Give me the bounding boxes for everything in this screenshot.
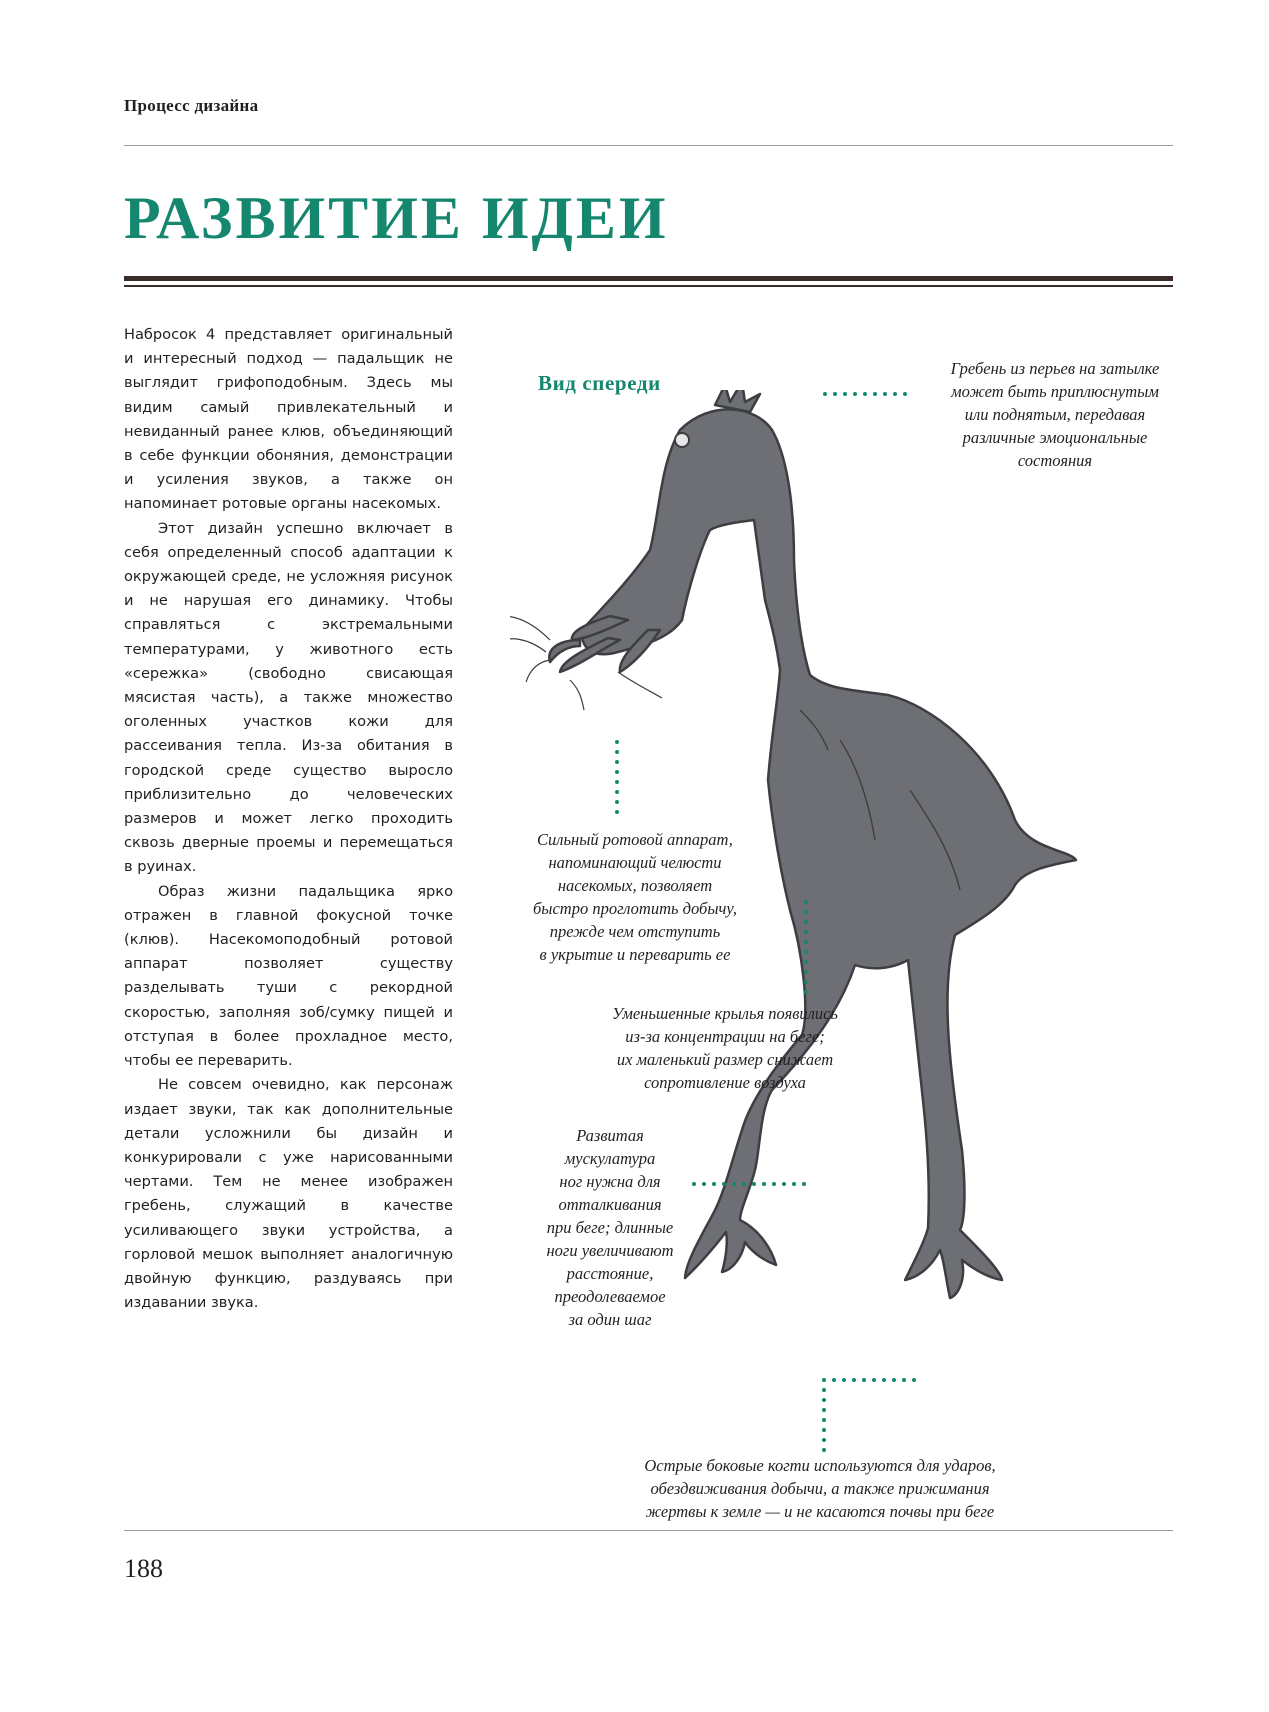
caption-line: может быть приплюснутым [951,382,1159,401]
figure-subhead: Вид спереди [538,371,661,395]
caption-line: жертвы к земле — и не касаются почвы при беге [645,1502,995,1521]
caption-legs [530,1124,690,1331]
caption-line: при беге; длинные [546,1218,674,1237]
caption-mouth [515,828,755,966]
caption-line: в укрытие и переварить ее [539,945,731,964]
caption-line: их маленький размер снижает [616,1050,834,1069]
caption-line: напоминающий челюсти [548,853,722,872]
caption-line: преодолеваемое [554,1287,666,1306]
wings-leader [804,900,808,994]
caption-line: Уменьшенные крылья появились [612,1004,838,1023]
claws-leader [822,1378,916,1452]
caption-line: отталкивания [558,1195,662,1214]
caption-line: из-за концентрации на беге; [625,1027,825,1046]
paragraph: Набросок 4 представляет оригинальный и интересный подход — падальщик не выглядит грифоподобным. Здесь мы видим самый привлекательный и невиданный ранее клюв, объединяющий в себе функции обоняния, демонстрации и усиления звуков, а также он напоминает ротовые органы насекомых. [124,326,453,513]
caption-line: расстояние, [566,1264,654,1283]
caption-line: прежде чем отступить [549,922,721,941]
caption-line: состояния [1017,451,1093,470]
page-title: РАЗВИТИЕ ИДЕИ [124,185,669,251]
caption-line: различные эмоциональные [962,428,1148,447]
paragraph: Не совсем очевидно, как персонаж издает звуки, так как дополнительные детали усложнили бы дизайн и конкурировали с уже нарисованными чертами. Тем не менее изображен гребень, служащий в качестве усиливающего звуки устройства, а горловой мешок выполняет аналогичную двойную функцию, раздуваясь при издавании звука. [124,1076,453,1312]
caption-line: Гребень из перьев на затылке [950,359,1160,378]
footer-rule [124,1530,1173,1531]
caption-line: Развитая [576,1126,644,1145]
caption-line: сопротивление воздуха [644,1073,806,1092]
caption-crest [930,357,1180,472]
running-head: Процесс дизайна [124,96,259,115]
caption-line: ноги увеличивают [546,1241,674,1260]
caption-line: Острые боковые когти используются для ударов, [644,1456,996,1475]
paragraph: Образ жизни падальщика ярко отражен в главной фокусной точке (клюв). Насекомоподобный ротовой аппарат позволяет существу разделывать туши с рекордной скоростью, заполняя зоб/сумку пищей и отступая в более прохладное место, чтобы ее переварить. [124,882,453,1070]
caption-line: или поднятым, передавая [964,405,1146,424]
mouth-leader [615,740,619,814]
caption-line: за один шаг [568,1310,652,1329]
caption-claws [610,1454,1030,1523]
caption-line: мускулатура [564,1149,656,1168]
page-number: 188 [124,1554,163,1583]
caption-line: обездвиживания добычи, а также прижимания [650,1479,990,1498]
paragraph: Этот дизайн успешно включает в себя определенный способ адаптации к окружающей среде, не усложняя рисунок и не нарушая его динамику. Чтобы справляться с экстремальными температурами, у животного есть «сережка» (свободно свисающая мясистая часть), а также множество оголенных участков кожи для рассеивания тепла. Из-за обитания в городской среде существо выросло приблизительно до человеческих размеров и может легко проходить сквозь дверные проемы и перемещаться в руинах. [124,519,453,876]
caption-line: Сильный ротовой аппарат, [537,830,733,849]
caption-line: быстро проглотить добычу, [532,899,738,918]
caption-wings [590,1002,860,1094]
crest-leader [823,392,907,396]
legs-leader [692,1182,806,1186]
caption-line: ног нужна для [559,1172,661,1191]
caption-line: насекомых, позволяет [557,876,713,895]
